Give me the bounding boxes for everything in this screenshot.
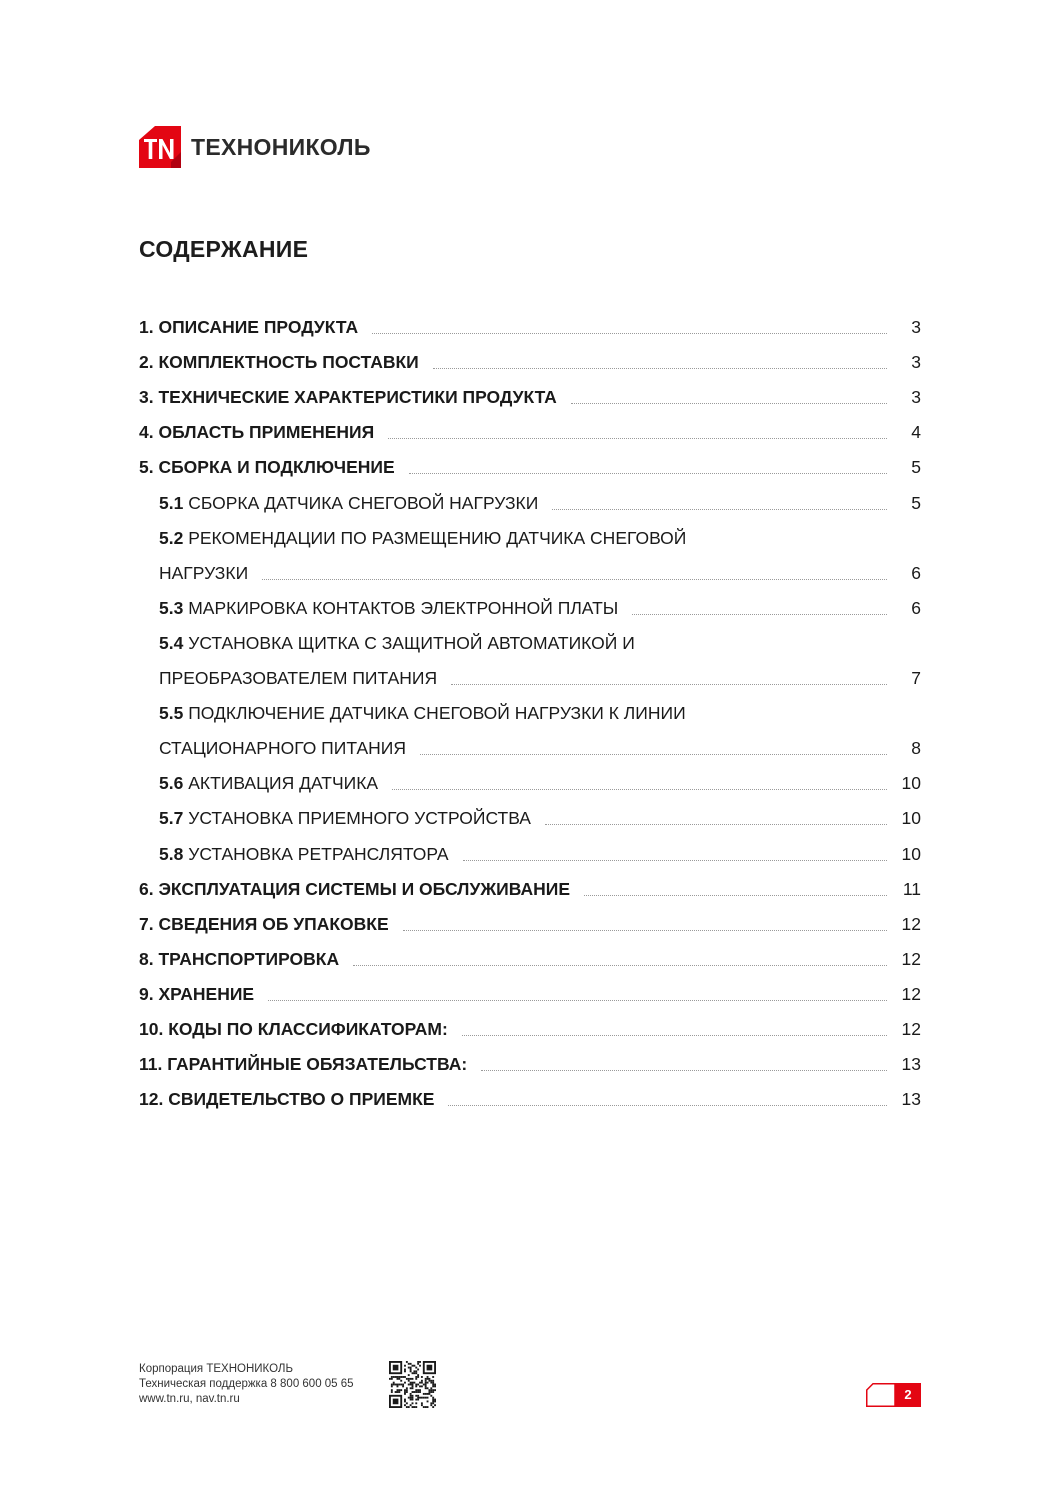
toc-leader-dots	[462, 1035, 887, 1036]
toc-entry-text: СБОРКА ДАТЧИКА СНЕГОВОЙ НАГРУЗКИ	[188, 492, 539, 513]
toc-leader-dots	[552, 509, 887, 510]
footer-company: Корпорация ТЕХНОНИКОЛЬ	[139, 1363, 294, 1375]
toc-leader-dots	[433, 368, 887, 369]
toc-entry-number: 5.1	[159, 492, 184, 513]
toc-entry-text: АКТИВАЦИЯ ДАТЧИКА	[188, 773, 379, 794]
toc-entry[interactable]	[139, 905, 921, 940]
toc-entry[interactable]	[139, 483, 921, 518]
toc-entry[interactable]	[139, 834, 921, 869]
toc-entry-number: 5.7	[159, 808, 184, 829]
toc-entry[interactable]	[139, 624, 921, 659]
toc-entry-page: 3	[911, 387, 921, 408]
qr-code-icon[interactable]	[389, 1361, 436, 1408]
toc-entry-label: ПРЕОБРАЗОВАТЕЛЕМ ПИТАНИЯ	[159, 668, 438, 689]
toc-leader-dots	[353, 965, 887, 966]
toc-leader-dots	[372, 333, 887, 334]
toc-leader-dots	[463, 860, 887, 861]
toc-entry-number: 5.4	[159, 632, 184, 653]
table-of-contents	[139, 308, 921, 1115]
page-title: СОДЕРЖАНИЕ	[139, 236, 309, 262]
toc-entry-page: 3	[911, 317, 921, 338]
toc-entry-label	[159, 844, 449, 865]
toc-entry-page: 12	[901, 1018, 921, 1039]
toc-entry-label: 1. ОПИСАНИЕ ПРОДУКТА	[139, 317, 359, 338]
toc-entry-label: СТАЦИОНАРНОГО ПИТАНИЯ	[159, 738, 406, 759]
toc-entry[interactable]	[139, 413, 921, 448]
toc-entry[interactable]	[139, 729, 921, 764]
toc-entry-label: 12. СВИДЕТЕЛЬСТВО О ПРИЕМКЕ	[139, 1089, 435, 1110]
toc-entry-label: НАГРУЗКИ	[159, 562, 249, 583]
toc-entry-label	[159, 703, 686, 724]
toc-entry-number: 5.8	[159, 843, 184, 864]
toc-entry-page: 12	[901, 983, 921, 1004]
toc-entry-page: 10	[901, 773, 921, 794]
toc-leader-dots	[451, 684, 887, 685]
toc-leader-dots	[420, 754, 887, 755]
page-number: 2	[904, 1387, 912, 1402]
toc-entry-number: 5.5	[159, 703, 184, 724]
toc-entry-text: УСТАНОВКА ПРИЕМНОГО УСТРОЙСТВА	[188, 808, 531, 829]
toc-entry[interactable]	[139, 378, 921, 413]
toc-entry-number: 5.3	[159, 597, 184, 618]
toc-entry[interactable]	[139, 1045, 921, 1080]
toc-entry[interactable]	[139, 448, 921, 483]
toc-leader-dots	[448, 1105, 887, 1106]
toc-entry-page: 12	[901, 913, 921, 934]
toc-entry-text: РЕКОМЕНДАЦИИ ПО РАЗМЕЩЕНИЮ ДАТЧИКА СНЕГОВОЙ	[188, 527, 687, 548]
toc-entry-text: ПОДКЛЮЧЕНИЕ ДАТЧИКА СНЕГОВОЙ НАГРУЗКИ К ЛИНИИ	[188, 703, 686, 724]
toc-entry[interactable]	[139, 799, 921, 834]
toc-entry[interactable]	[139, 308, 921, 343]
footer-support: Техническая поддержка 8 800 600 05 65	[139, 1378, 354, 1390]
toc-entry[interactable]	[139, 519, 921, 554]
toc-entry-page: 10	[901, 808, 921, 829]
toc-entry-label: 3. ТЕХНИЧЕСКИЕ ХАРАКТЕРИСТИКИ ПРОДУКТА	[139, 387, 557, 408]
toc-entry[interactable]	[139, 870, 921, 905]
toc-leader-dots	[388, 438, 887, 439]
toc-entry-page: 10	[901, 843, 921, 864]
toc-leader-dots	[409, 473, 887, 474]
toc-entry[interactable]	[139, 1080, 921, 1115]
toc-entry-label	[159, 773, 378, 794]
toc-entry-label: 7. СВЕДЕНИЯ ОБ УПАКОВКЕ	[139, 913, 389, 934]
toc-entry-label	[159, 528, 686, 549]
toc-entry-text: УСТАНОВКА РЕТРАНСЛЯТОРА	[188, 843, 449, 864]
toc-entry-page: 7	[911, 668, 921, 689]
footer-sites[interactable]: www.tn.ru, nav.tn.ru	[139, 1393, 240, 1405]
toc-entry-label: 5. СБОРКА И ПОДКЛЮЧЕНИЕ	[139, 457, 395, 478]
toc-entry-label: 4. ОБЛАСТЬ ПРИМЕНЕНИЯ	[139, 422, 375, 443]
toc-entry[interactable]	[139, 343, 921, 378]
toc-entry-page: 5	[911, 457, 921, 478]
toc-entry-label: 8. ТРАНСПОРТИРОВКА	[139, 948, 340, 969]
toc-entry[interactable]	[139, 940, 921, 975]
toc-entry-page: 13	[901, 1089, 921, 1110]
toc-entry-label	[159, 808, 531, 829]
toc-leader-dots	[632, 614, 887, 615]
toc-entry-label: 10. КОДЫ ПО КЛАССИФИКАТОРАМ:	[139, 1018, 448, 1039]
toc-entry-number: 5.6	[159, 773, 184, 794]
toc-entry-label: 11. ГАРАНТИЙНЫЕ ОБЯЗАТЕЛЬСТВА:	[139, 1054, 468, 1075]
toc-leader-dots	[268, 1000, 887, 1001]
toc-entry-text: УСТАНОВКА ЩИТКА С ЗАЩИТНОЙ АВТОМАТИКОЙ И	[188, 632, 635, 653]
toc-leader-dots	[392, 789, 887, 790]
toc-entry[interactable]	[139, 694, 921, 729]
tn-logo-icon	[139, 126, 181, 168]
toc-leader-dots	[403, 930, 887, 931]
toc-entry-page: 6	[911, 597, 921, 618]
toc-leader-dots	[481, 1070, 887, 1071]
toc-leader-dots	[262, 579, 887, 580]
toc-entry-label: 6. ЭКСПЛУАТАЦИЯ СИСТЕМЫ И ОБСЛУЖИВАНИЕ	[139, 878, 571, 899]
toc-entry-page: 12	[901, 948, 921, 969]
toc-entry[interactable]	[139, 1010, 921, 1045]
footer-contacts	[139, 1362, 354, 1407]
toc-leader-dots	[545, 824, 887, 825]
toc-entry-number: 5.2	[159, 527, 184, 548]
toc-entry[interactable]	[139, 589, 921, 624]
toc-entry-label	[159, 633, 635, 654]
toc-entry[interactable]	[139, 554, 921, 589]
toc-entry-page: 6	[911, 562, 921, 583]
toc-entry[interactable]	[139, 659, 921, 694]
toc-entry-page: 11	[902, 878, 921, 899]
toc-entry-label: 2. КОМПЛЕКТНОСТЬ ПОСТАВКИ	[139, 352, 419, 373]
toc-entry[interactable]	[139, 975, 921, 1010]
toc-entry-label	[159, 598, 618, 619]
toc-entry[interactable]	[139, 764, 921, 799]
toc-entry-label: 9. ХРАНЕНИЕ	[139, 983, 255, 1004]
toc-entry-page: 8	[911, 738, 921, 759]
toc-entry-page: 3	[911, 352, 921, 373]
brand-logo	[139, 126, 371, 168]
toc-entry-text: МАРКИРОВКА КОНТАКТОВ ЭЛЕКТРОННОЙ ПЛАТЫ	[188, 597, 619, 618]
toc-leader-dots	[584, 895, 887, 896]
toc-entry-page: 5	[911, 492, 921, 513]
toc-entry-label	[159, 493, 538, 514]
toc-entry-page: 13	[901, 1054, 921, 1075]
toc-leader-dots	[571, 403, 887, 404]
brand-name: ТЕХНОНИКОЛЬ	[191, 133, 371, 160]
toc-entry-page: 4	[911, 422, 921, 443]
